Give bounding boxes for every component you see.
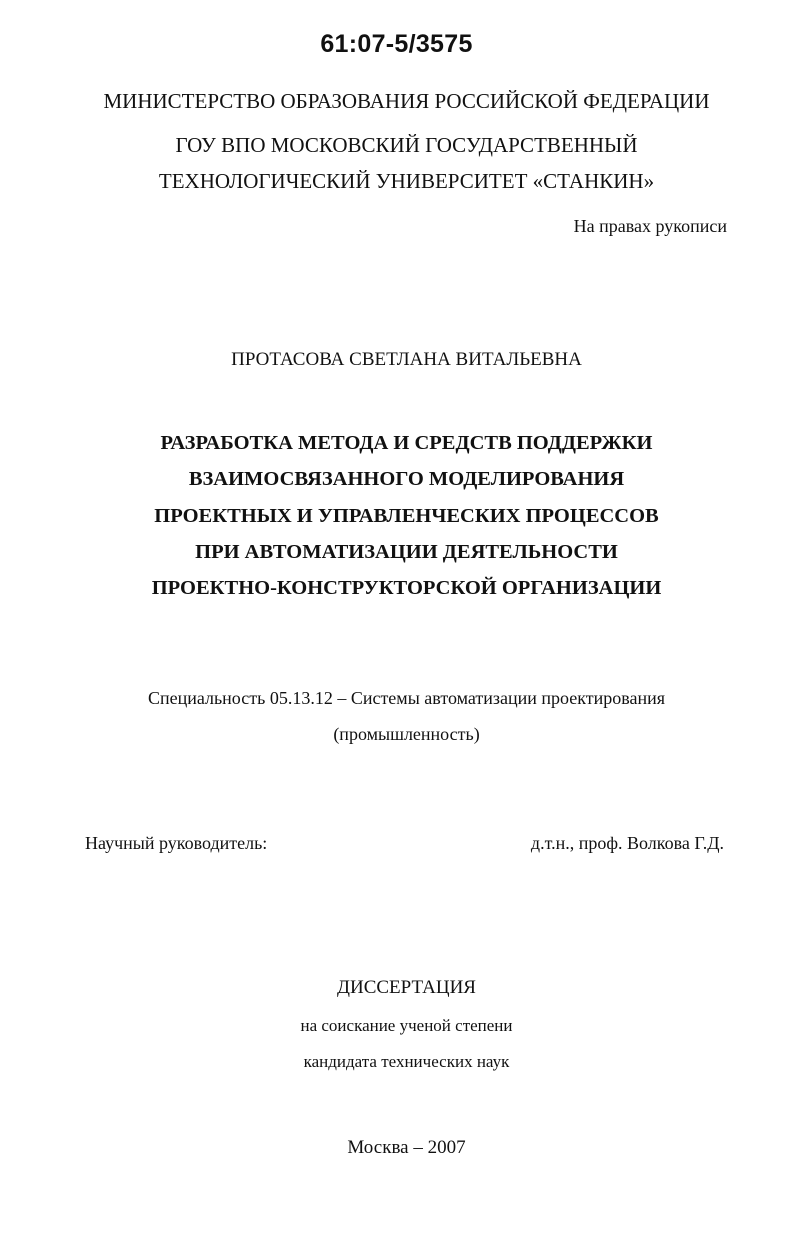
university-name-line-2: ТЕХНОЛОГИЧЕСКИЙ УНИВЕРСИТЕТ «СТАНКИН» <box>158 169 655 193</box>
specialty-line-2: (промышленность) <box>333 724 480 744</box>
thesis-title-line-4: ПРИ АВТОМАТИЗАЦИИ ДЕЯТЕЛЬНОСТИ <box>195 541 618 563</box>
supervisor-name: д.т.н., проф. Волкова Г.Д. <box>530 833 724 853</box>
thesis-title-line-3: ПРОЕКТНЫХ И УПРАВЛЕНЧЕСКИХ ПРОЦЕССОВ <box>154 505 659 527</box>
university-name-line-1: ГОУ ВПО МОСКОВСКИЙ ГОСУДАРСТВЕННЫЙ <box>175 133 638 157</box>
thesis-title-line-1: РАЗРАБОТКА МЕТОДА И СРЕДСТВ ПОДДЕРЖКИ <box>160 432 653 454</box>
thesis-title-line-5: ПРОЕКТНО-КОНСТРУКТОРСКОЙ ОРГАНИЗАЦИИ <box>151 577 662 599</box>
catalog-code: 61:07-5/3575 <box>320 30 473 58</box>
degree-line-2: кандидата технических наук <box>303 1052 510 1071</box>
ministry-name: МИНИСТЕРСТВО ОБРАЗОВАНИЯ РОССИЙСКОЙ ФЕДЕРАЦИИ <box>103 89 710 113</box>
manuscript-rights-note: На правах рукописи <box>573 216 727 236</box>
thesis-title-line-2: ВЗАИМОСВЯЗАННОГО МОДЕЛИРОВАНИЯ <box>188 468 625 490</box>
supervisor-label: Научный руководитель: <box>85 833 268 853</box>
document-type: ДИССЕРТАЦИЯ <box>337 977 476 998</box>
degree-line-1: на соискание ученой степени <box>300 1016 513 1035</box>
specialty-line-1: Специальность 05.13.12 – Системы автоматизации проектирования <box>147 688 666 708</box>
city-year: Москва – 2007 <box>347 1137 466 1158</box>
author-name: ПРОТАСОВА СВЕТЛАНА ВИТАЛЬЕВНА <box>231 349 582 370</box>
